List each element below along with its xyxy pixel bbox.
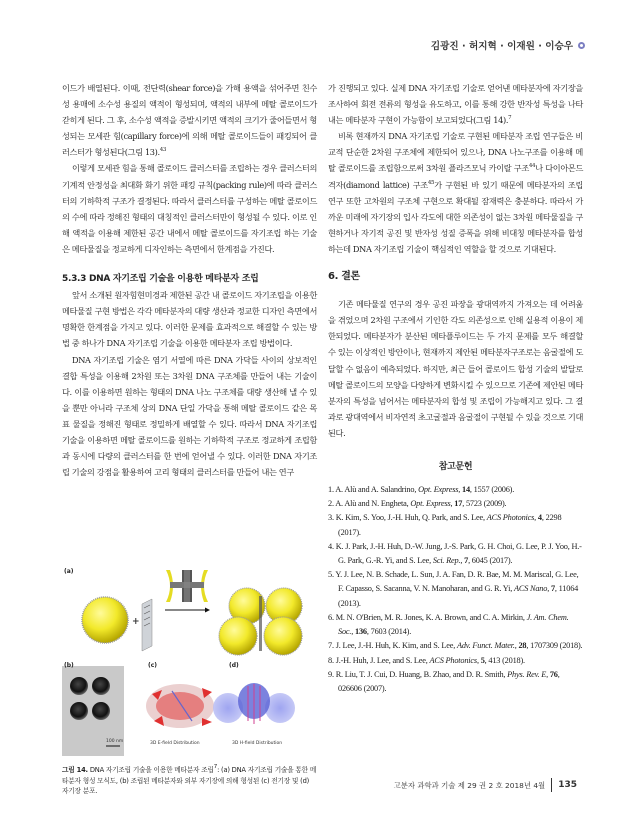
caption-text: DNA 자기조립 기술을 이용한 메타분자 조립 bbox=[87, 766, 214, 774]
journal-info: 고분자 과학과 기술 제 29 권 2 호 2018년 4월 bbox=[393, 780, 546, 790]
caption-text: : (a) DNA 자기조립 기술을 통한 메타분자 형성 모식도, (b) 조립된 메타분자와 외부 자기장에 의해 형성된 (c) 전기장 및 (d) 자기장 분포. bbox=[62, 766, 317, 795]
scale-bar-label: 100 nm bbox=[106, 739, 124, 744]
reference-item: 2. A. Alù and N. Engheta, Opt. Express, 17, 5723 (2009). bbox=[328, 499, 507, 509]
paragraph: 기존 메타물질 연구의 경우 공진 파장을 광대역까지 가져오는 데 어려움을 겪었으며 2차원 구조에서 기인한 각도 의존성으로 인해 실용적 이용이 제한되었다. 메타분자가 분산된 메타플루이드는 두 가지 문제를 모두 해결할 수 있는 이상적인 방안이나, 현재까지 제안된 메타분자구조로는 음굴절에 도달할 수 없음이 예측되었다. 하지만, 최근 들어 콜로이드 합성 기술의 발달로 메탈 콜로이드의 모양을 다양하게 변화시킬 수 있으므로 기존에 제안된 메타분자의 특성을 넘어서는 메타분자의 합성 및 조립이 가능해지고 있다. 그 결과로 광대역에서 비자연적 초고굴절과 음굴절이 구현될 수 있을 것으로 기대된다. bbox=[328, 299, 583, 438]
gold-nanoparticle bbox=[82, 597, 128, 643]
authors: 김광진 · 허지혁 · 이재원 · 이승우 bbox=[430, 41, 573, 52]
paragraph-text: 나 다이아몬드 격자(diamond lattice) 구조 bbox=[328, 163, 584, 190]
panel-label-d: (d) bbox=[229, 662, 239, 669]
paragraph bbox=[62, 80, 317, 160]
section-heading: 5.3.3 DNA 자기조립 기술을 이용한 메타분자 조립 bbox=[62, 274, 259, 285]
reference-item: 5. Y. J. Lee, N. B. Schade, L. Sun, J. A. Fan, D. R. Bae, M. M. Mariscal, G. Lee, F. Capasso, S. Sacanna, V. N. Manoharan, and G. R. Yi, ACS Nano, 7, 11064 (2013). bbox=[328, 570, 579, 608]
caption-label: 그림 14. bbox=[62, 766, 88, 774]
running-header bbox=[431, 38, 585, 52]
arrow-head-icon bbox=[205, 608, 210, 613]
citation: 7 bbox=[213, 764, 218, 770]
plus-sign: + bbox=[132, 617, 140, 627]
hfield-distribution bbox=[213, 683, 295, 724]
efield-distribution bbox=[146, 684, 214, 728]
paragraph-text: 가 진행되고 있다. 실제 DNA 자기조립 기술로 얻어낸 메타분자에 자기장을 조사하여 회전 전류의 형성을 유도하고, 이를 통해 강한 반자성 특성을 나타내는 메타분자 구현이 가능함이 보고되었다(그림 14). bbox=[328, 83, 583, 126]
figure-graphic bbox=[62, 566, 317, 756]
efield-label: 3D E-field Distribution bbox=[150, 741, 200, 746]
references-heading: 참고문헌 bbox=[438, 461, 473, 472]
nanoparticle-tetramer bbox=[219, 588, 302, 655]
figure-caption bbox=[62, 765, 317, 797]
paragraph: DNA 자기조립 기술은 염기 서열에 따른 DNA 가닥들 사이의 상보적인 결합 특성을 이용해 2차원 또는 3차원 DNA 구조체를 만들어 내는 기술이다. 이를 이용하면 원하는 형태의 DNA 나노 구조체를 대량 생산해 낼 수 있을 뿐만 아니라 구조체 상의 DNA 단일 가닥을 통해 메탈 콜로이드 같은 목표 물질을 정해진 형태로 정밀하게 배열할 수 있다. 따라서 DNA 자기조립 기술을 이용하면 메탈 콜로이드를 원하는 기하학적 구조로 정교하게 조립함과 동시에 다량의 클러스터를 한 번에 얻어낼 수 있다. 이러한 DNA 자기조립 기술의 강점을 활용하여 고리 형태의 클러스터를 만들어 내는 연구 bbox=[62, 354, 317, 478]
paragraph bbox=[328, 128, 583, 257]
reference-item: 1. A. Alù and A. Salandrino, Opt. Express, 14, 1557 (2006). bbox=[328, 485, 515, 495]
right-column bbox=[328, 80, 583, 696]
citation: 43 bbox=[159, 147, 167, 154]
paragraph-text: 이드가 배열된다. 이때, 전단력(shear force)을 가해 용액을 섞어주면 친수성 용매에 소수성 용질의 액적이 형성되며, 액적의 내부에 메탈 콜로이드가 갇히게 된다. 그 후, 소수성 액적을 증발시키면 액적의 크기가 줄어들면서 형성되는 모세관 힘(capillary force)에 의해 메탈 콜로이드들이 패킹되어 클러스터가 형성된다(그림 13). bbox=[62, 83, 317, 158]
dna-origami-sheet bbox=[142, 599, 152, 651]
reference-item: 6. M. N. O'Brien, M. R. Jones, K. A. Brown, and C. A. Mirkin, J. Am. Chem. Soc., 136, 7603 (2014). bbox=[328, 612, 569, 637]
citation: 45 bbox=[427, 179, 435, 186]
figure-14 bbox=[62, 566, 317, 756]
reference-item: 3. K. Kim, S. Yoo, J.-H. Huh, Q. Park, and S. Lee, ACS Photonics, 4, 2298 (2017). bbox=[328, 513, 562, 537]
left-column bbox=[62, 80, 317, 480]
page-number: 135 bbox=[558, 780, 577, 790]
paragraph: 이렇게 모세관 힘을 통해 콜로이드 클러스터를 조립하는 경우 클러스터의 기계적 안정성을 최대화 화기 위한 패킹 규칙(packing rule)에 따라 클러스터의 기하학적 구조가 결정된다. 따라서 클러스터를 구성하는 메탈 콜로이드의 수에 따라 정해진 형태의 대칭적인 클러스터만이 형성될 수 있다. 이로 인해 액적을 이용해 제한된 공간 내에서 메탈 콜로이드를 자기조립 하는 기술은 메타물질을 정교하게 디자인하는 측면에서 한계점을 가진다. bbox=[62, 163, 317, 254]
dna-linker-inset bbox=[166, 570, 208, 602]
citation: 44 bbox=[528, 163, 536, 170]
circle-ring-icon bbox=[578, 42, 585, 49]
panel-label-c: (c) bbox=[148, 662, 158, 669]
reference-item: 8. J.-H. Huh, J. Lee, and S. Lee, ACS Photonics, 5, 413 (2018). bbox=[328, 655, 525, 665]
reference-item: 9. R. Liu, T. J. Cui, D. Huang, B. Zhao, and D. R. Smith, Phys. Rev. E, 76, 026606 (2007). bbox=[328, 669, 560, 693]
page-footer bbox=[394, 778, 577, 792]
paragraph-text: 비록 현재까지 DNA 자기조립 기술로 구현된 메타분자 조립 연구들은 비교적 단순한 2차원 구조체에 제한되어 있으나, DNA 나노구조를 이용해 메탈 콜로이드를 조립함으로써 3차원 플라즈모닉 카이랄 구조 bbox=[328, 131, 583, 174]
hfield-label: 3D H-field Distribution bbox=[232, 741, 283, 746]
reference-item: 7. J. Lee, J.-H. Huh, K. Kim, and S. Lee, Adv. Funct. Mater., 28, 1707309 (2018). bbox=[328, 641, 583, 651]
paragraph: 앞서 소개된 원자힘현미경과 제한된 공간 내 콜로이드 자기조립을 이용한 메타물질 구현 방법은 각각 메타분자의 대량 생산과 정교한 디자인 측면에서 명확한 한계점을 가지고 있다. 이러한 문제를 효과적으로 해결할 수 있는 방법 중 하나가 DNA 자기조립 기술을 이용한 메타분자 조립 방법이다. bbox=[62, 290, 317, 349]
citation: 7 bbox=[508, 115, 512, 122]
reference-list bbox=[328, 483, 583, 696]
panel-label-b: (b) bbox=[64, 662, 74, 669]
section-heading: 6. 결론 bbox=[328, 271, 360, 283]
panel-label-a: (a) bbox=[64, 568, 74, 575]
reference-item: 4. K. J. Park, J.-H. Huh, D.-W. Jung, J.-S. Park, G. H. Choi, G. Lee, P. J. Yoo, H.-G. Park, G.-R. Yi, and S. Lee, Sci. Rep., 7, 6045 (2017). bbox=[328, 541, 582, 566]
paragraph bbox=[328, 80, 583, 128]
paragraph-text: 가 구현된 바 있기 때문에 메타분자의 조립 연구 또한 고차원의 구조체 구현으로 확대될 잠재력은 충분하다. 따라서 가까운 미래에 자기장의 입사 각도에 대한 의존성이 없는 3차원 메타물질을 구현하거나 자기적 공진 및 반자성 성질 증폭을 위해 비대칭 메타분자를 합성하는데 DNA 자기조립 기술이 핵심적인 역할을 할 것으로 기대된다. bbox=[328, 179, 583, 254]
footer-divider bbox=[551, 778, 552, 792]
